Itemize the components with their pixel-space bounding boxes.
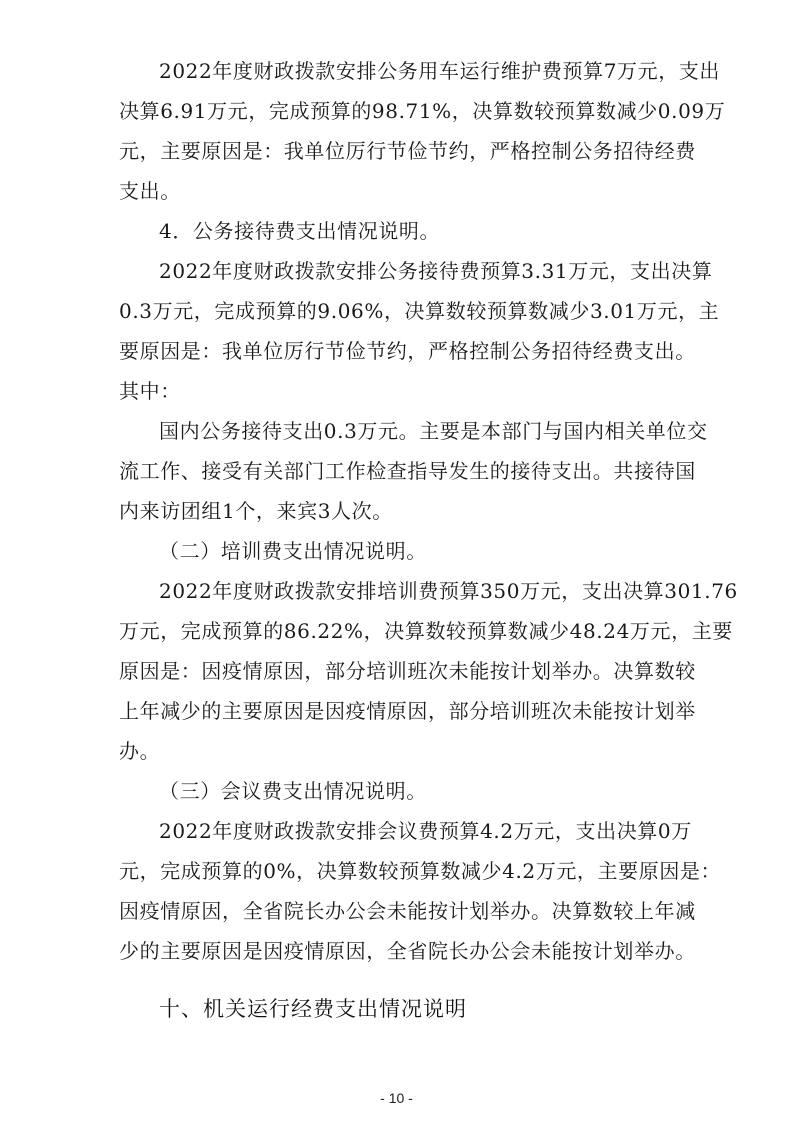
paragraph-line: 万元，完成预算的86.22%，决算数较预算数减少48.24万元，主要 [119, 619, 733, 643]
paragraph-line: 2022年度财政拨款安排会议费预算4.2万元，支出决算0万 [159, 819, 692, 843]
subsection-title: （三）会议费支出情况说明。 [159, 779, 427, 803]
paragraph-line: 内来访团组1个，来宾3人次。 [119, 499, 393, 523]
paragraph-line: 决算6.91万元，完成预算的98.71%，决算数较预算数减少0.09万 [119, 99, 726, 123]
paragraph-line: 2022年度财政拨款安排公务用车运行维护费预算7万元，支出 [159, 59, 721, 83]
subsection-title: （二）培训费支出情况说明。 [159, 539, 427, 563]
paragraph-line: 要原因是：我单位厉行节俭节约，严格控制公务招待经费支出。 [119, 339, 696, 363]
paragraph-line: 原因是：因疫情原因，部分培训班次未能按计划举办。决算数较 [119, 659, 696, 683]
paragraph-line: 其中： [119, 379, 181, 403]
section-heading: 十、机关运行经费支出情况说明 [159, 997, 467, 1021]
paragraph-line: 支出。 [119, 179, 181, 203]
paragraph-line: 少的主要原因是因疫情原因，全省院长办公会未能按计划举办。 [119, 939, 696, 963]
paragraph-line: 上年减少的主要原因是因疫情原因，部分培训班次未能按计划举 [119, 699, 696, 723]
subsection-title: 4．公务接待费支出情况说明。 [159, 219, 441, 243]
paragraph-line: 2022年度财政拨款安排培训费预算350万元，支出决算301.76 [159, 579, 738, 603]
paragraph-line: 国内公务接待支出0.3万元。主要是本部门与国内相关单位交 [159, 419, 708, 443]
paragraph-line: 流工作、接受有关部门工作检查指导发生的接待支出。共接待国 [119, 459, 696, 483]
paragraph-line: 0.3万元，完成预算的9.06%，决算数较预算数减少3.01万元，主 [119, 299, 720, 323]
paragraph-line: 元，主要原因是：我单位厉行节俭节约，严格控制公务招待经费 [119, 139, 696, 163]
paragraph-line: 因疫情原因，全省院长办公会未能按计划举办。决算数较上年减 [119, 899, 696, 923]
paragraph-line: 办。 [119, 739, 161, 763]
paragraph-line: 2022年度财政拨款安排公务接待费预算3.31万元，支出决算 [159, 259, 713, 283]
page-number: - 10 - [380, 1090, 413, 1106]
paragraph-line: 元，完成预算的0%，决算数较预算数减少4.2万元，主要原因是： [119, 859, 722, 883]
